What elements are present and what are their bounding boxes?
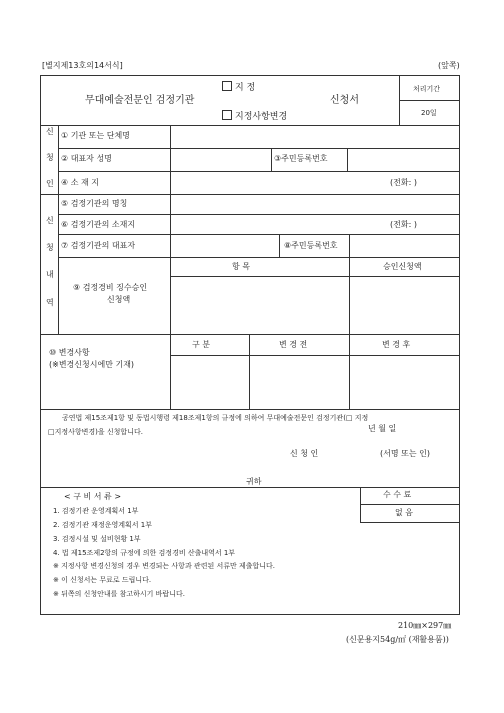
applicant-section-char-1: 신 [46, 127, 54, 136]
details-section-char-4: 역 [46, 298, 54, 307]
agency-name-label: ⑤ 검정기관의 명칭 [61, 199, 128, 208]
fee-label: 수 수 료 [383, 490, 412, 499]
changes-label: ⑩ 변경사항 [49, 348, 90, 357]
document-item-4: 4. 법 제15조제2항의 규정에 의한 검정경비 산출내역서 1부 [53, 549, 236, 557]
documents-heading: < 구 비 서 류 > [64, 492, 122, 501]
document-note-3: ※ 뒤쪽의 신청안내를 참고하시기 바랍니다. [53, 590, 185, 598]
details-section-char-2: 청 [46, 243, 54, 252]
org-name-field[interactable] [171, 126, 459, 147]
statement-line-2: □지정사항변경)을 신청합니다. [48, 428, 143, 436]
agency-rrn-label: ⑧주민등록번호 [284, 241, 338, 250]
fee-amount-field[interactable] [350, 277, 459, 333]
document-note-1: ※ 지정사항 변경신청의 경우 변경되는 사항과 관련된 서류만 제출합니다. [53, 562, 275, 570]
title-option-designation[interactable] [222, 81, 255, 93]
title-option-change[interactable] [222, 110, 287, 122]
changes-category-header: 구 분 [192, 340, 210, 349]
address-phone-label: (전화: ) [390, 178, 417, 187]
rep-name-field[interactable] [171, 149, 270, 170]
date-line: 년 월 일 [368, 424, 397, 433]
changes-category-field[interactable] [171, 356, 248, 408]
paper-size: 210㎜×297㎜ [398, 621, 452, 630]
document-item-1: 1. 검정기관 운영계획서 1부 [53, 507, 139, 515]
page-side-label: (앞쪽) [438, 61, 460, 70]
form-reference: [별지제13호의14서식] [42, 61, 123, 70]
address-label: ④ 소 재 지 [61, 178, 99, 187]
document-item-3: 3. 검정시설 및 설비현황 1부 [53, 535, 141, 543]
statement-line-1: 공연법 제15조제1항 및 동법시행령 제18조제1항의 규정에 의하여 무대예술전문인 검정기관(□ 지정 [62, 414, 369, 422]
title-option-change-label: 지정사항변경 [235, 112, 288, 122]
changes-note: (※변경신청시에만 기재) [49, 360, 135, 369]
agency-name-field[interactable] [171, 195, 459, 213]
title-option-designation-label: 지 정 [235, 83, 256, 93]
applicant-sign-label: 신 청 인 [290, 449, 319, 458]
fee-item-header: 항 목 [232, 262, 250, 271]
processing-period-label: 처리기간 [413, 85, 441, 93]
form-title: 무대예술전문인 검정기관 [85, 95, 195, 106]
checkbox-designation[interactable] [222, 81, 232, 91]
document-item-2: 2. 검정기관 재정운영계획서 1부 [53, 521, 152, 529]
changes-before-header: 변 경 전 [279, 340, 308, 349]
fee-approval-label: ⑨ 검정경비 징수승인 [73, 283, 148, 292]
processing-period-value: 20일 [421, 109, 437, 117]
applicant-section-char-2: 청 [46, 153, 54, 162]
details-section-char-3: 내 [46, 270, 54, 279]
changes-after-field[interactable] [350, 356, 459, 408]
fee-value: 없 음 [395, 508, 413, 517]
fee-amount-header: 승인신청액 [383, 262, 422, 271]
document-note-2: ※ 이 신청서는 무료로 드립니다. [53, 576, 152, 584]
sign-or-seal-label: (서명 또는 인) [380, 449, 430, 458]
agency-rrn-field[interactable] [350, 235, 459, 256]
rrn-field[interactable] [348, 149, 459, 170]
agency-rep-field[interactable] [171, 235, 278, 256]
checkbox-change[interactable] [222, 110, 232, 120]
changes-before-field[interactable] [250, 356, 348, 408]
fee-approval-label-2: 신청액 [107, 295, 131, 304]
applicant-section-char-3: 인 [46, 179, 54, 188]
changes-after-header: 변 경 후 [382, 340, 411, 349]
paper-spec: (신문용지54g/㎡ (재활용품)) [346, 635, 449, 644]
form-title-suffix: 신청서 [330, 95, 359, 106]
org-name-label: ① 기관 또는 단체명 [61, 131, 130, 140]
rrn-label: ③주민등록번호 [274, 154, 328, 163]
rep-name-label: ② 대표자 성명 [61, 154, 112, 163]
agency-address-label: ⑥ 검정기관의 소재지 [61, 220, 136, 229]
details-section-char-1: 신 [46, 216, 54, 225]
agency-rep-label: ⑦ 검정기관의 대표자 [61, 241, 136, 250]
addressee-label: 귀하 [246, 477, 262, 486]
agency-phone-label: (전화: ) [390, 220, 417, 229]
fee-item-field[interactable] [171, 277, 348, 333]
